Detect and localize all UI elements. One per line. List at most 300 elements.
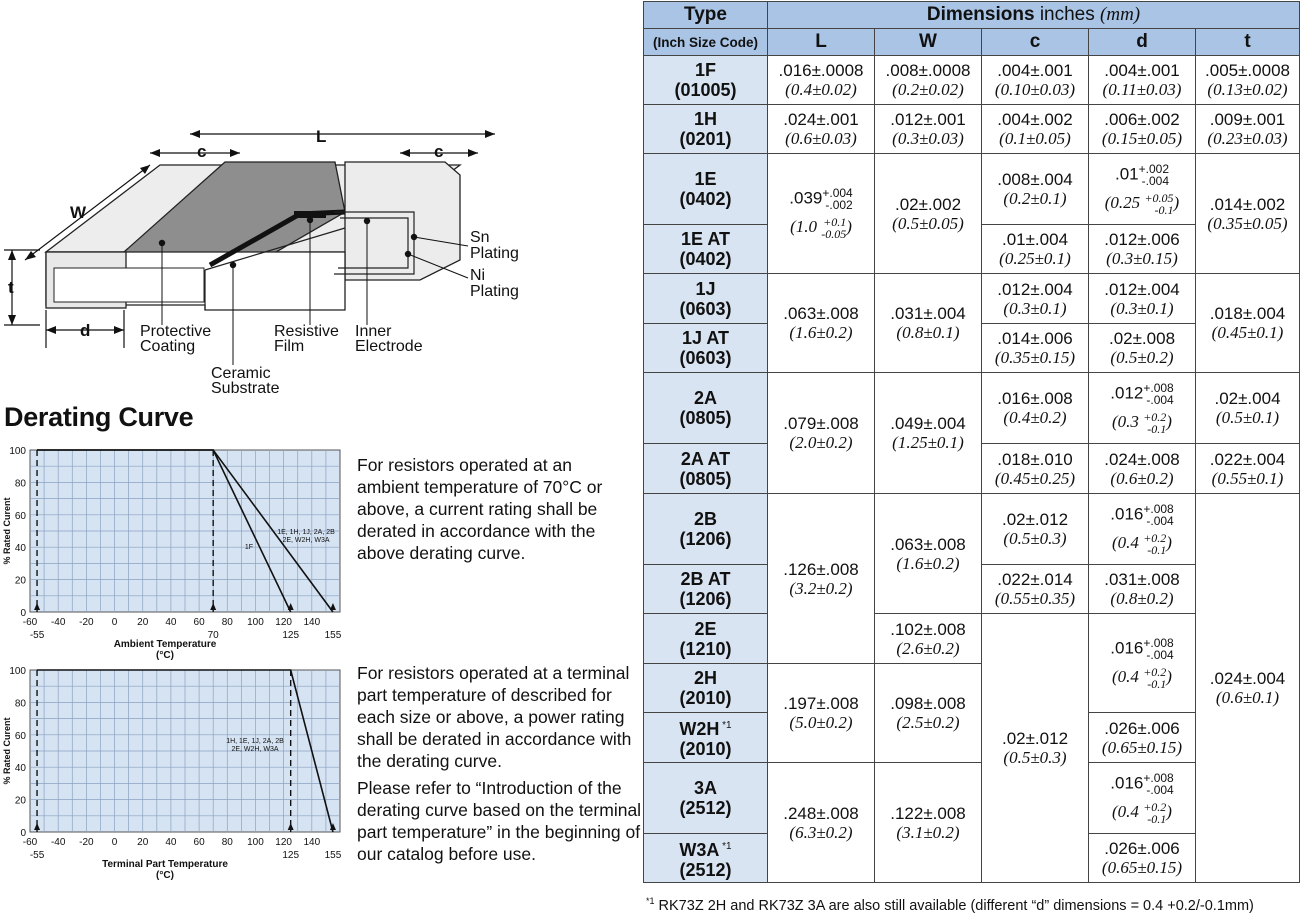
dim-mm: (0.5±0.3)	[1003, 529, 1067, 548]
dim-mm: (0.10±0.03)	[994, 80, 1076, 99]
dim-inches: .016±.008	[997, 389, 1073, 408]
dim-inches: .126±.008	[783, 559, 859, 579]
dim-mm: (0.25±0.1)	[999, 249, 1071, 268]
inch-size-code: (0603)	[679, 348, 732, 368]
dim-cell	[1089, 324, 1196, 373]
dim-mm: (0.35±0.15)	[994, 348, 1076, 367]
type-code: 2H	[693, 668, 717, 688]
tolerance-plus: +.008	[1143, 501, 1174, 516]
dim-cell	[1196, 444, 1300, 494]
dim-mm: (0.8±0.1)	[896, 323, 960, 342]
label-ceramic-substrate-2: Substrate	[211, 380, 280, 395]
y-tick-label: 60	[14, 730, 26, 742]
y-tick-label: 80	[14, 478, 26, 490]
dim-cell	[1089, 834, 1196, 883]
tolerance-mm	[1144, 192, 1173, 216]
header-inch-size-code: (Inch Size Code)	[644, 29, 768, 56]
tolerance-plus: +0.2	[1143, 530, 1167, 545]
header-col-c: c	[982, 29, 1089, 56]
dim-mm: (0.5±0.05)	[892, 213, 964, 233]
dim-mm-base: (1.0	[790, 216, 822, 236]
dim-inches: .026±.006	[1104, 839, 1180, 858]
dim-cell	[1089, 105, 1196, 154]
dim-mm-close: )	[846, 216, 852, 236]
marker-label: 155	[324, 630, 342, 641]
x-axis-unit: (°C)	[156, 650, 174, 661]
dim-inches: .02±.004	[1214, 389, 1281, 408]
marker-label: 155	[324, 850, 342, 861]
table-footnote	[646, 896, 1254, 914]
dim-mm-base: (0.4	[1112, 801, 1144, 821]
marker-label: 125	[282, 850, 300, 861]
dim-mm: (0.35±0.05)	[1207, 213, 1288, 233]
label-c-right: c	[434, 142, 444, 161]
dim-cell	[875, 56, 982, 105]
dim-inches: .024±.004	[1209, 669, 1286, 688]
dim-mm: (2.5±0.2)	[896, 713, 960, 732]
derating-curve-title: Derating Curve	[4, 402, 194, 432]
dim-inches: .079±.008	[783, 414, 859, 433]
label-d: d	[80, 321, 91, 340]
label-t: t	[8, 278, 14, 297]
resistor-construction-diagram	[0, 120, 530, 395]
dim-cell	[1196, 154, 1300, 274]
dim-inches: .016±.0008	[778, 61, 864, 80]
dim-inches-asym	[1089, 503, 1195, 527]
x-axis-label: Terminal Part Temperature	[102, 859, 228, 870]
x-tick-label: 0	[111, 617, 118, 628]
dim-mm: (1.6±0.2)	[789, 323, 853, 342]
dim-cell	[982, 225, 1089, 274]
type-cell	[644, 225, 768, 274]
derating-note-terminal: For resistors operated at a terminal part temperature of described for each size or above, a power rating shall be derated in accordance with the derating curve.	[357, 663, 632, 771]
header-dimensions-label: Dimensions	[926, 4, 1035, 25]
label-ceramic-substrate-1: Ceramic	[211, 365, 271, 382]
dim-cell	[875, 274, 982, 373]
x-tick-label: 0	[111, 837, 118, 848]
type-code: 2A	[693, 388, 717, 408]
series-label	[245, 544, 253, 551]
dimensions-table	[643, 1, 1300, 883]
inch-size-code: (0201)	[679, 129, 732, 149]
dim-cell	[1196, 105, 1300, 154]
tolerance-minus: -0.1	[1154, 202, 1174, 217]
dim-cell	[875, 105, 982, 154]
tolerance-minus: -.004	[1146, 782, 1174, 797]
x-tick-label: 140	[303, 837, 321, 848]
dim-inches: .01±.004	[1001, 230, 1069, 249]
y-tick-label: 40	[14, 543, 26, 555]
marker-label: 125	[282, 630, 300, 641]
inch-size-code: (1210)	[679, 638, 732, 659]
y-tick-label: 80	[14, 698, 26, 710]
tolerance	[1143, 382, 1173, 406]
x-axis-unit: (°C)	[156, 870, 174, 881]
tolerance-plus: +0.2	[1143, 799, 1167, 814]
dim-mm-asym	[1089, 666, 1195, 690]
tolerance-mm	[1143, 532, 1166, 556]
dim-mm: (0.1±0.05)	[999, 129, 1071, 148]
dim-cell	[768, 373, 875, 494]
tolerance-minus: -0.1	[1147, 676, 1167, 691]
dim-inches: .018±.010	[997, 449, 1073, 469]
inch-size-code: (2512)	[679, 798, 732, 818]
type-code: 1J	[695, 278, 716, 299]
type-cell	[644, 56, 768, 105]
dim-inches: .014±.002	[1209, 194, 1286, 214]
dim-mm: (0.3±0.03)	[892, 129, 964, 148]
dim-inches: .063±.008	[783, 304, 859, 323]
dim-mm: (1.25±0.1)	[892, 433, 964, 452]
dim-inches-asym	[1089, 382, 1195, 406]
dim-mm: (0.6±0.03)	[785, 129, 857, 148]
type-cell	[644, 105, 768, 154]
dim-inches: .197±.008	[783, 694, 859, 713]
dim-mm: (0.45±0.1)	[1211, 323, 1284, 342]
tolerance-mm	[1143, 666, 1166, 690]
tolerance-minus: -.004	[1146, 647, 1174, 662]
dim-inches-base: .01	[1114, 163, 1139, 183]
tolerance-plus: +0.05	[1144, 190, 1174, 205]
y-tick-label: 20	[14, 795, 26, 807]
dim-inches: .008±.004	[997, 170, 1073, 189]
marker-label: 70	[207, 630, 219, 641]
series-label-line: 2E, W2H, W3A	[282, 537, 330, 544]
dim-mm: (0.5±0.1)	[1215, 408, 1280, 427]
tolerance-mm	[1143, 801, 1166, 825]
footnote-text: RK73Z 2H and RK73Z 3A are also still available (different “d” dimensions = 0.4 +0.2/-0.1mm)	[654, 897, 1254, 914]
tolerance	[1143, 772, 1173, 796]
label-L: L	[316, 127, 327, 146]
type-code: 1F	[694, 60, 716, 80]
x-tick-label: 20	[137, 617, 149, 628]
x-tick-label: 140	[303, 617, 321, 628]
dim-cell	[768, 105, 875, 154]
dim-cell	[1089, 713, 1196, 763]
type-code: 2B AT	[680, 569, 731, 589]
type-cell	[644, 274, 768, 324]
dim-cell	[768, 56, 875, 105]
tolerance-minus: -0.05	[821, 227, 847, 241]
dim-inches-base: .016	[1110, 503, 1144, 523]
label-ni-plating-1: Ni	[470, 267, 486, 284]
dim-inches: .063±.008	[890, 534, 966, 554]
dim-inches: .02±.012	[1001, 510, 1069, 529]
x-tick-label: 80	[221, 617, 233, 628]
dim-cell	[982, 444, 1089, 494]
dim-inches: .102±.008	[890, 619, 966, 639]
inch-size-code: (0805)	[679, 408, 732, 428]
header-col-t: t	[1196, 29, 1300, 56]
y-tick-label: 40	[14, 763, 26, 775]
dim-cell	[1196, 494, 1300, 883]
dim-inches: .014±.006	[997, 329, 1073, 348]
dim-cell	[1089, 444, 1196, 494]
dim-mm: (0.6±0.2)	[1110, 468, 1174, 488]
dim-inches: .122±.008	[890, 803, 966, 823]
tolerance-plus: +.008	[1143, 635, 1174, 650]
tolerance	[1143, 637, 1173, 661]
x-tick-label: 100	[247, 837, 264, 848]
tolerance-plus: +0.2	[1143, 409, 1167, 424]
dim-mm-base: (0.25	[1104, 192, 1145, 212]
type-code: 1E	[694, 169, 717, 189]
dim-mm: (0.23±0.03)	[1207, 129, 1288, 148]
dim-cell	[982, 494, 1089, 565]
x-tick-label: 40	[165, 617, 177, 628]
inch-size-code: (0603)	[679, 298, 732, 319]
dim-mm: (0.13±0.02)	[1207, 80, 1288, 99]
type-code: 2A AT	[680, 448, 731, 469]
dim-mm: (0.3±0.1)	[1003, 298, 1067, 318]
dim-mm: (0.3±0.1)	[1110, 298, 1174, 318]
type-cell	[644, 324, 768, 373]
type-code: 1E AT	[680, 229, 730, 249]
inch-size-code: (01005)	[674, 80, 737, 100]
dim-cell	[1089, 763, 1196, 834]
dim-cell	[1089, 373, 1196, 444]
dim-inches: .02±.008	[1108, 329, 1176, 348]
footnote-mark: *1	[646, 896, 655, 906]
label-sn-plating-2: Plating	[470, 245, 519, 262]
derating-note-ambient: For resistors operated at an ambient temperature of 70°C or above, a current rating shall be derated in accordance with the above derating curve.	[357, 455, 603, 563]
label-ni-plating-2: Plating	[470, 283, 519, 300]
inch-size-code: (0805)	[679, 468, 732, 489]
dim-mm-base: (0.3	[1112, 411, 1144, 431]
type-code: 2E	[694, 618, 717, 639]
dim-mm-close: )	[1166, 801, 1172, 821]
dim-cell	[1089, 565, 1196, 614]
dim-inches: .008±.0008	[885, 61, 971, 80]
label-resistive-film-2: Film	[274, 338, 305, 355]
dim-inches: .004±.002	[997, 110, 1073, 129]
tolerance	[1139, 163, 1169, 187]
dim-cell	[1089, 274, 1196, 324]
dim-inches: .024±.001	[783, 110, 859, 129]
inch-size-code: (1206)	[679, 529, 732, 549]
dim-mm: (0.11±0.03)	[1102, 80, 1182, 99]
dim-mm: (0.45±0.25)	[994, 468, 1076, 488]
label-sn-plating-1: Sn	[470, 229, 490, 246]
dim-cell	[1089, 494, 1196, 565]
label-inner-electrode-1: Inner	[355, 323, 392, 340]
y-tick-label: 0	[20, 828, 26, 839]
dim-mm-asym	[1089, 532, 1195, 556]
x-tick-label: -60	[22, 837, 38, 848]
type-cell	[644, 154, 768, 225]
dim-cell	[982, 105, 1089, 154]
x-tick-label: 80	[221, 837, 233, 848]
dim-inches: .022±.004	[1209, 449, 1286, 469]
x-tick-label: 60	[193, 837, 205, 848]
dim-inches-base: .039	[789, 188, 823, 208]
type-cell	[644, 444, 768, 494]
dim-mm: (2.6±0.2)	[896, 638, 960, 658]
dim-inches-asym	[1089, 772, 1195, 796]
dim-inches-asym	[1089, 637, 1195, 661]
y-tick-label: 60	[14, 510, 26, 522]
type-code: 3A	[693, 778, 717, 798]
dim-cell	[875, 494, 982, 614]
series-label-line: 2E, W2H, W3A	[231, 746, 279, 753]
dim-cell	[982, 154, 1089, 225]
x-tick-label: 20	[137, 837, 149, 848]
tolerance-minus: -0.1	[1147, 421, 1167, 436]
tolerance-plus: +.008	[1143, 770, 1174, 785]
dim-inches-base: .016	[1110, 772, 1144, 792]
dim-inches: .004±.001	[997, 61, 1073, 80]
tolerance-plus: +0.1	[823, 215, 847, 229]
tolerance-plus: +.008	[1143, 380, 1174, 395]
x-tick-label: 120	[275, 837, 292, 848]
type-cell	[644, 834, 768, 883]
dim-mm: (0.3±0.15)	[1106, 249, 1178, 268]
series-label	[226, 738, 284, 753]
dim-inches: .012±.001	[890, 110, 966, 129]
x-tick-label: 100	[247, 617, 264, 628]
dim-mm: (0.6±0.1)	[1215, 688, 1280, 707]
type-cell	[644, 763, 768, 834]
dim-inches: .02±.012	[1001, 729, 1069, 748]
marker-label: -55	[29, 630, 45, 641]
header-dimensions-units: inches	[1034, 4, 1101, 25]
dim-cell	[875, 664, 982, 763]
header-col-W: W	[875, 29, 982, 56]
header-col-d: d	[1089, 29, 1196, 56]
dim-cell	[1089, 614, 1196, 713]
inch-size-code: (0402)	[679, 249, 732, 269]
label-inner-electrode-2: Electrode	[355, 338, 423, 355]
type-cell	[644, 614, 768, 664]
y-tick-label: 100	[9, 666, 26, 677]
tolerance-plus: +.002	[1138, 161, 1169, 176]
tolerance-plus: +0.2	[1143, 664, 1167, 679]
dim-cell	[1196, 56, 1300, 105]
inch-size-code: (2010)	[679, 739, 732, 759]
dim-inches-base: .016	[1110, 637, 1144, 657]
header-col-L: L	[768, 29, 875, 56]
dim-cell	[982, 324, 1089, 373]
dim-inches: .012±.006	[1104, 230, 1180, 249]
label-c-left: c	[197, 142, 207, 161]
dim-mm-base: (0.4	[1112, 532, 1144, 552]
dim-mm-base: (0.4	[1112, 666, 1144, 686]
inch-size-code: (2010)	[679, 688, 732, 708]
dim-mm-close: )	[1173, 192, 1180, 212]
dim-mm: (0.4±0.02)	[785, 80, 857, 99]
dim-cell	[875, 614, 982, 664]
x-tick-label: -40	[50, 617, 66, 628]
dim-cell	[982, 373, 1089, 444]
dim-mm-asym	[1089, 192, 1195, 216]
ambient-temperature-derating-chart	[0, 440, 350, 665]
series-label-line: 1H, 1E, 1J, 2A, 2B	[226, 738, 284, 745]
dim-mm: (0.65±0.15)	[1101, 737, 1183, 757]
type-cell	[644, 565, 768, 614]
dim-inches: .018±.004	[1209, 304, 1286, 323]
dim-inches: .031±.008	[1104, 570, 1180, 589]
type-cell	[644, 494, 768, 565]
type-cell	[644, 713, 768, 763]
dim-cell	[768, 274, 875, 373]
dim-cell	[875, 763, 982, 883]
dim-cell	[982, 56, 1089, 105]
dim-mm-asym	[768, 216, 874, 240]
y-axis-label: % Rated Curent	[2, 497, 12, 565]
dim-inches: .031±.004	[890, 304, 966, 323]
dim-mm: (0.55±0.35)	[994, 589, 1076, 608]
dim-mm: (0.55±0.1)	[1211, 468, 1284, 488]
dim-mm: (0.65±0.15)	[1101, 858, 1183, 877]
dim-mm-asym	[1089, 801, 1195, 825]
dim-mm: (0.15±0.05)	[1101, 129, 1183, 148]
tolerance-minus: -0.1	[1147, 811, 1167, 826]
dim-inches: .012±.004	[1104, 279, 1180, 299]
header-dimensions	[768, 2, 1300, 29]
dim-cell	[982, 614, 1089, 883]
dim-mm-close: )	[1166, 411, 1172, 431]
dim-mm: (0.8±0.2)	[1110, 589, 1174, 608]
dim-mm: (3.1±0.2)	[896, 822, 960, 842]
tolerance-mm	[821, 216, 846, 240]
dim-inches: .049±.004	[890, 414, 966, 433]
series-label-line: 1F	[244, 544, 254, 551]
dim-inches: .004±.001	[1104, 61, 1180, 80]
terminal-temperature-derating-chart	[0, 660, 350, 885]
inch-size-code: (0402)	[679, 189, 732, 209]
dim-cell	[1089, 225, 1196, 274]
y-tick-label: 100	[9, 446, 26, 457]
dim-inches-base: .012	[1110, 382, 1144, 402]
type-cell	[644, 664, 768, 713]
dim-cell	[875, 154, 982, 274]
x-tick-label: -20	[79, 617, 94, 628]
x-tick-label: 40	[165, 837, 177, 848]
x-tick-label: 60	[193, 617, 205, 628]
tolerance-minus: -.004	[1146, 513, 1174, 528]
dim-mm: (0.2±0.1)	[1003, 189, 1067, 208]
inch-size-code: (1206)	[679, 589, 732, 609]
dim-cell	[982, 274, 1089, 324]
tolerance-minus: -.004	[1141, 173, 1169, 188]
dim-cell	[768, 763, 875, 883]
label-resistive-film-1: Resistive	[274, 323, 339, 340]
dim-cell	[982, 565, 1089, 614]
dim-inches: .012±.004	[997, 279, 1073, 299]
type-code: 1H	[693, 109, 717, 129]
marker-label: -55	[29, 850, 45, 861]
tolerance-mm	[1143, 411, 1166, 435]
type-cell	[644, 373, 768, 444]
x-tick-label: 120	[275, 617, 292, 628]
dim-cell	[875, 373, 982, 494]
dim-inches: .248±.008	[783, 803, 859, 823]
x-tick-label: -60	[22, 617, 38, 628]
dim-mm-close: )	[1166, 666, 1172, 686]
y-tick-label: 0	[20, 608, 26, 619]
inch-size-code: (2512)	[679, 859, 732, 880]
footnote-marker: *1	[719, 720, 732, 731]
dim-inches-asym	[1089, 163, 1195, 187]
type-code: 2B	[693, 509, 717, 529]
dim-inches: .026±.006	[1104, 718, 1180, 738]
dim-inches: .022±.014	[997, 570, 1073, 589]
tolerance-minus: -.002	[825, 198, 853, 212]
tolerance-plus: +.004	[822, 186, 853, 200]
footnote-marker: *1	[719, 840, 732, 852]
dim-mm-close: )	[1166, 532, 1172, 552]
dim-inches: .006±.002	[1104, 110, 1180, 129]
